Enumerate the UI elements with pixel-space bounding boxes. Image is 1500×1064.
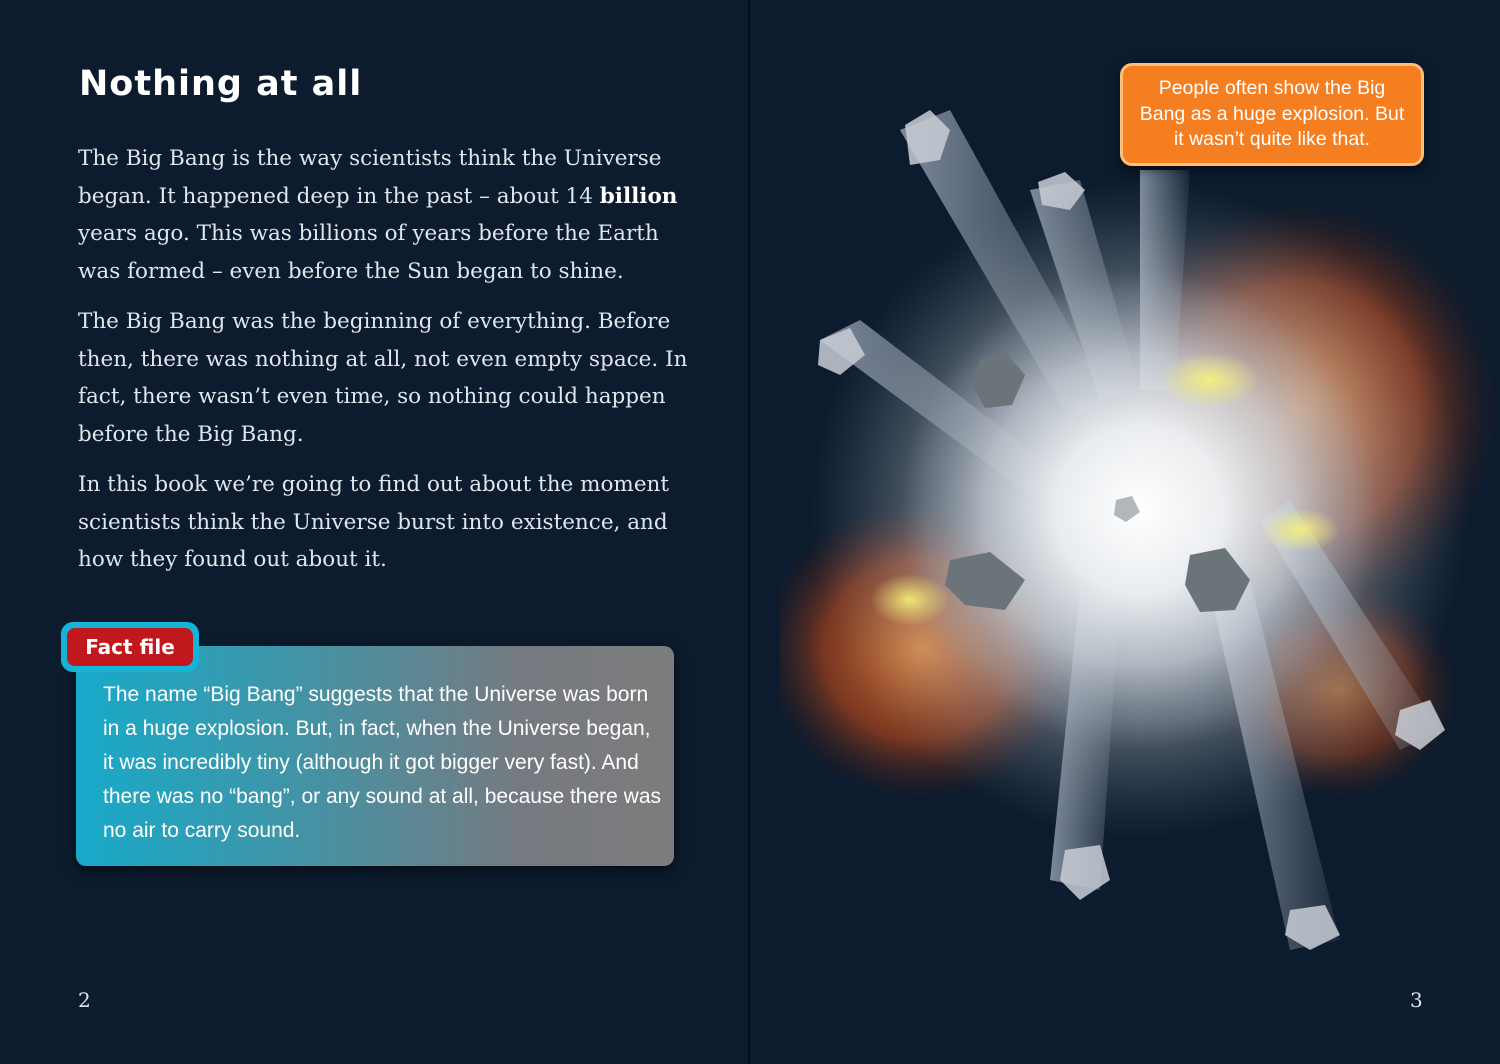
paragraph-1-part-2: years ago. This was billions of years before the Earth was formed – even before the Sun began to shine. [78, 221, 659, 284]
page-number-left: 2 [78, 988, 91, 1012]
yellow-flash-1 [1160, 352, 1260, 408]
yellow-flash-3 [1260, 508, 1340, 552]
paragraph-1-part-1: The Big Bang is the way scientists think the Universe began. It happened deep in the past – about 14 [78, 146, 662, 209]
left-page [0, 0, 748, 1064]
fact-file-label [61, 622, 199, 672]
right-page [750, 0, 1500, 1064]
paragraph-2: The Big Bang was the beginning of everything. Before then, there was nothing at all, not even empty space. In fact, there wasn’t even time, so nothing could happen before the Big Bang. [78, 309, 688, 447]
big-bang-explosion-illustration [780, 90, 1500, 990]
body-text [78, 140, 698, 592]
paragraph-1-bold-word: billion [599, 183, 678, 209]
paragraph-1 [78, 140, 698, 290]
paragraph-3: In this book we’re going to find out about the moment scientists think the Universe burst into existence, and how they found out about it. [78, 472, 670, 572]
yellow-flash-2 [870, 574, 950, 626]
fact-file-label-text: Fact file [67, 628, 193, 666]
fact-file-text: The name “Big Bang” suggests that the Universe was born in a huge explosion. But, in fact, when the Universe began, it was incredibly tiny (although it got bigger very fast). And there was no “bang”, or any sound at all, because there was no air to carry sound. [103, 683, 661, 842]
caption-box: People often show the Big Bang as a huge explosion. But it wasn’t quite like that. [1120, 63, 1424, 166]
page-number-right: 3 [1410, 988, 1423, 1012]
page-title: Nothing at all [79, 64, 363, 104]
